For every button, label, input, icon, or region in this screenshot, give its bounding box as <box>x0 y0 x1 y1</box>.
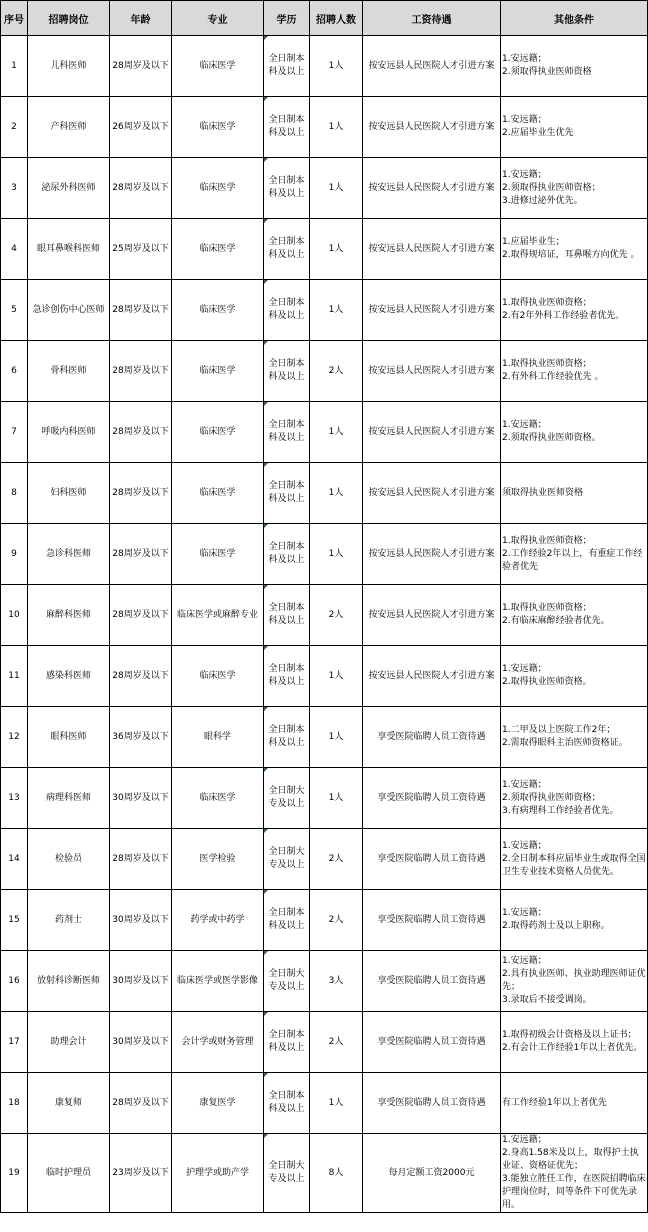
major: 临床医学 <box>172 158 264 219</box>
job-title: 康复师 <box>28 1073 110 1134</box>
conditions <box>501 1073 648 1134</box>
row-number: 5 <box>1 280 28 341</box>
table-row <box>1 463 648 524</box>
education <box>264 646 310 707</box>
headcount: 2人 <box>310 829 363 890</box>
row-number: 1 <box>1 36 28 97</box>
conditions <box>501 280 648 341</box>
header-post: 招聘岗位 <box>28 1 110 36</box>
headcount: 1人 <box>310 219 363 280</box>
education <box>264 97 310 158</box>
condition-line: 3.能独立胜任工作，在医院招聘临床护理岗位时，同等条件下可优先录用。 <box>502 1174 646 1210</box>
major: 临床医学 <box>172 219 264 280</box>
job-title: 药剂士 <box>28 890 110 951</box>
salary: 享受医院临聘人员工资待遇 <box>363 1073 501 1134</box>
table-row <box>1 1073 648 1134</box>
condition-line: 2.应届毕业生优先 <box>502 128 574 138</box>
table-row <box>1 402 648 463</box>
major: 会计学或财务管理 <box>172 1012 264 1073</box>
conditions <box>501 646 648 707</box>
major: 临床医学 <box>172 463 264 524</box>
row-number: 8 <box>1 463 28 524</box>
age-limit: 28周岁及以下 <box>110 585 172 646</box>
education-line: 全日制大 <box>268 969 305 979</box>
education-line: 全日制本 <box>268 237 305 247</box>
education-line: 全日制大 <box>268 1161 305 1171</box>
job-title: 感染科医师 <box>28 646 110 707</box>
condition-line: 2.工作经验2年以上，有重症工作经验者优先 <box>502 548 643 572</box>
education <box>264 768 310 829</box>
condition-line: 1.安远籍； <box>502 779 547 790</box>
education <box>264 341 310 402</box>
conditions <box>501 585 648 646</box>
condition-line: 2.有外科工作经验优先 。 <box>502 372 604 382</box>
table-row <box>1 524 648 585</box>
conditions <box>501 768 648 829</box>
condition-line: 1.安远籍； <box>502 115 547 125</box>
education-line: 科及以上 <box>268 1104 305 1114</box>
condition-line: 2.具有执业医师、执业助理医师证优先； <box>502 969 646 992</box>
major: 康复医学 <box>172 1073 264 1134</box>
headcount: 8人 <box>310 1134 363 1213</box>
age-limit: 36周岁及以下 <box>110 707 172 768</box>
table-row <box>1 890 648 951</box>
condition-line: 1.取得执业医师资格； <box>502 359 592 369</box>
salary: 享受医院临聘人员工资待遇 <box>363 890 501 951</box>
header-major: 专业 <box>172 1 264 36</box>
education-line: 全日制本 <box>268 481 305 491</box>
job-title: 眼耳鼻喉科医师 <box>28 219 110 280</box>
condition-line: 1.取得执业医师资格； <box>502 298 592 308</box>
row-number: 4 <box>1 219 28 280</box>
table-row <box>1 1012 648 1073</box>
salary: 享受医院临聘人员工资待遇 <box>363 829 501 890</box>
condition-line: 1.应届毕业生； <box>502 237 565 247</box>
salary: 享受医院临聘人员工资待遇 <box>363 707 501 768</box>
age-limit: 23周岁及以下 <box>110 1134 172 1213</box>
age-limit: 28周岁及以下 <box>110 280 172 341</box>
education-line: 全日制本 <box>268 542 305 552</box>
header-conditions: 其他条件 <box>501 1 648 36</box>
conditions <box>501 1012 648 1073</box>
condition-line: 1.安远籍； <box>502 840 547 851</box>
table-row <box>1 36 648 97</box>
row-number: 19 <box>1 1134 28 1213</box>
headcount: 2人 <box>310 1012 363 1073</box>
table-row <box>1 646 648 707</box>
education-line: 科及以上 <box>268 494 305 504</box>
education-line: 全日制本 <box>268 603 305 613</box>
education-line: 专及以上 <box>268 860 305 870</box>
job-title: 检验员 <box>28 829 110 890</box>
education-line: 全日制大 <box>268 786 305 796</box>
age-limit: 28周岁及以下 <box>110 36 172 97</box>
education-line: 科及以上 <box>268 433 305 443</box>
headcount: 1人 <box>310 280 363 341</box>
major: 医学检验 <box>172 829 264 890</box>
education-line: 全日制本 <box>268 908 305 918</box>
job-title: 麻醉科医师 <box>28 585 110 646</box>
conditions <box>501 158 648 219</box>
headcount: 1人 <box>310 524 363 585</box>
conditions <box>501 97 648 158</box>
table-row <box>1 768 648 829</box>
table-row <box>1 97 648 158</box>
education <box>264 463 310 524</box>
salary: 按安远县人民医院人才引进方案 <box>363 463 501 524</box>
job-title: 临时护理员 <box>28 1134 110 1213</box>
age-limit: 28周岁及以下 <box>110 646 172 707</box>
major: 临床医学 <box>172 97 264 158</box>
header-row <box>1 1 648 36</box>
headcount: 1人 <box>310 707 363 768</box>
job-title: 呼吸内科医师 <box>28 402 110 463</box>
conditions <box>501 707 648 768</box>
education <box>264 951 310 1012</box>
salary: 按安远县人民医院人才引进方案 <box>363 585 501 646</box>
education <box>264 1134 310 1213</box>
age-limit: 26周岁及以下 <box>110 97 172 158</box>
conditions <box>501 1134 648 1213</box>
education <box>264 890 310 951</box>
education-line: 科及以上 <box>268 372 305 382</box>
condition-line: 1.安远籍； <box>502 956 547 966</box>
major: 药学或中药学 <box>172 890 264 951</box>
education-line: 专及以上 <box>268 982 305 992</box>
headcount: 1人 <box>310 1073 363 1134</box>
major: 临床医学或麻醉专业 <box>172 585 264 646</box>
condition-line: 1.安远籍； <box>502 908 547 918</box>
job-title: 眼科医师 <box>28 707 110 768</box>
conditions <box>501 829 648 890</box>
age-limit: 28周岁及以下 <box>110 524 172 585</box>
row-number: 17 <box>1 1012 28 1073</box>
education-line: 全日制大 <box>268 847 305 857</box>
headcount: 1人 <box>310 646 363 707</box>
education-line: 科及以上 <box>268 67 305 77</box>
condition-line: 2.须取得执业医师资格； <box>502 182 601 193</box>
age-limit: 28周岁及以下 <box>110 829 172 890</box>
job-title: 妇科医师 <box>28 463 110 524</box>
salary: 按安远县人民医院人才引进方案 <box>363 341 501 402</box>
header-no: 序号 <box>1 1 28 36</box>
education <box>264 36 310 97</box>
condition-line: 1.安远籍； <box>502 1135 547 1145</box>
education-line: 科及以上 <box>268 738 305 748</box>
education-line: 全日制本 <box>268 725 305 735</box>
salary: 按安远县人民医院人才引进方案 <box>363 402 501 463</box>
education-line: 科及以上 <box>268 189 305 199</box>
education <box>264 402 310 463</box>
education <box>264 280 310 341</box>
headcount: 1人 <box>310 768 363 829</box>
headcount: 2人 <box>310 341 363 402</box>
table-row <box>1 829 648 890</box>
major: 临床医学 <box>172 524 264 585</box>
job-title: 急诊创伤中心医师 <box>28 280 110 341</box>
condition-line: 2.身高1.58米及以上，取得护士执业证、资格证优先； <box>502 1148 639 1171</box>
table-row <box>1 951 648 1012</box>
major: 临床医学 <box>172 341 264 402</box>
condition-line: 1.安远籍； <box>502 420 547 430</box>
condition-line: 1.安远籍； <box>502 664 547 674</box>
education <box>264 524 310 585</box>
headcount: 2人 <box>310 585 363 646</box>
condition-line: 1.取得执业医师资格； <box>502 603 592 613</box>
major: 临床医学 <box>172 36 264 97</box>
job-title: 急诊科医师 <box>28 524 110 585</box>
age-limit: 28周岁及以下 <box>110 158 172 219</box>
row-number: 12 <box>1 707 28 768</box>
education-line: 科及以上 <box>268 128 305 138</box>
condition-line: 2.有临床麻醉经验者优先。 <box>502 616 610 626</box>
condition-line: 2.须取得执业医师资格。 <box>502 433 601 443</box>
condition-line: 1.安远籍； <box>502 54 547 64</box>
education <box>264 829 310 890</box>
education <box>264 1012 310 1073</box>
condition-line: 3.进修过泌外优先。 <box>502 195 583 206</box>
age-limit: 30周岁及以下 <box>110 1012 172 1073</box>
salary: 每月定额工资2000元 <box>363 1134 501 1213</box>
salary: 按安远县人民医院人才引进方案 <box>363 219 501 280</box>
education-line: 专及以上 <box>268 799 305 809</box>
conditions <box>501 219 648 280</box>
headcount: 1人 <box>310 463 363 524</box>
condition-line: 2.须取得执业医师资格 <box>502 67 592 77</box>
salary: 按安远县人民医院人才引进方案 <box>363 280 501 341</box>
row-number: 10 <box>1 585 28 646</box>
salary: 享受医院临聘人员工资待遇 <box>363 768 501 829</box>
condition-line: 2.取得药剂士及以上职称。 <box>502 921 610 931</box>
condition-line: 2.全日制本科应届毕业生或取得全国卫生专业技术资格人员优先。 <box>502 853 646 877</box>
header-salary: 工资待遇 <box>363 1 501 36</box>
education <box>264 1073 310 1134</box>
education-line: 全日制本 <box>268 420 305 430</box>
education <box>264 585 310 646</box>
header-age: 年龄 <box>110 1 172 36</box>
header-count: 招聘人数 <box>310 1 363 36</box>
education <box>264 219 310 280</box>
conditions <box>501 341 648 402</box>
major: 临床医学 <box>172 402 264 463</box>
major: 临床医学 <box>172 768 264 829</box>
age-limit: 28周岁及以下 <box>110 402 172 463</box>
major: 眼科学 <box>172 707 264 768</box>
row-number: 15 <box>1 890 28 951</box>
row-number: 2 <box>1 97 28 158</box>
condition-line: 1.取得执业医师资格； <box>502 535 592 546</box>
education-line: 全日制本 <box>268 1091 305 1101</box>
job-title: 儿科医师 <box>28 36 110 97</box>
job-title: 病理科医师 <box>28 768 110 829</box>
conditions <box>501 463 648 524</box>
education-line: 全日制本 <box>268 664 305 674</box>
education-line: 专及以上 <box>268 1174 305 1184</box>
condition-line: 有工作经验1年以上者优先 <box>502 1097 607 1108</box>
age-limit: 28周岁及以下 <box>110 341 172 402</box>
job-title: 助理会计 <box>28 1012 110 1073</box>
salary: 按安远县人民医院人才引进方案 <box>363 97 501 158</box>
education-line: 全日制本 <box>268 1030 305 1040</box>
education-line: 科及以上 <box>268 921 305 931</box>
job-title: 泌尿外科医师 <box>28 158 110 219</box>
education-line: 科及以上 <box>268 677 305 687</box>
education <box>264 707 310 768</box>
headcount: 1人 <box>310 36 363 97</box>
condition-line: 2.须取得执业医师资格； <box>502 792 601 803</box>
education-line: 科及以上 <box>268 616 305 626</box>
major: 护理学或助产学 <box>172 1134 264 1213</box>
table-row <box>1 280 648 341</box>
age-limit: 30周岁及以下 <box>110 951 172 1012</box>
major: 临床医学或医学影像 <box>172 951 264 1012</box>
major: 临床医学 <box>172 280 264 341</box>
education-line: 科及以上 <box>268 311 305 321</box>
job-title: 产科医师 <box>28 97 110 158</box>
education <box>264 158 310 219</box>
age-limit: 25周岁及以下 <box>110 219 172 280</box>
education-line: 全日制本 <box>268 115 305 125</box>
condition-line: 3.录取后不接受调岗。 <box>502 995 592 1005</box>
age-limit: 28周岁及以下 <box>110 463 172 524</box>
age-limit: 30周岁及以下 <box>110 768 172 829</box>
headcount: 1人 <box>310 97 363 158</box>
salary: 享受医院临聘人员工资待遇 <box>363 1012 501 1073</box>
table-row <box>1 707 648 768</box>
education-line: 科及以上 <box>268 250 305 260</box>
salary: 按安远县人民医院人才引进方案 <box>363 646 501 707</box>
headcount: 2人 <box>310 890 363 951</box>
education-line: 全日制本 <box>268 54 305 64</box>
table-row <box>1 341 648 402</box>
conditions <box>501 524 648 585</box>
header-education: 学历 <box>264 1 310 36</box>
major: 临床医学 <box>172 646 264 707</box>
conditions <box>501 951 648 1012</box>
table-row <box>1 1134 648 1213</box>
salary: 按安远县人民医院人才引进方案 <box>363 36 501 97</box>
row-number: 11 <box>1 646 28 707</box>
headcount: 1人 <box>310 402 363 463</box>
salary: 按安远县人民医院人才引进方案 <box>363 158 501 219</box>
condition-line: 须取得执业医师资格 <box>502 487 584 498</box>
salary: 享受医院临聘人员工资待遇 <box>363 951 501 1012</box>
headcount: 1人 <box>310 158 363 219</box>
salary: 按安远县人民医院人才引进方案 <box>363 524 501 585</box>
condition-line: 2.有2年外科工作经验者优先。 <box>502 311 625 321</box>
table-row <box>1 585 648 646</box>
education-line: 全日制本 <box>268 176 305 186</box>
education-line: 科及以上 <box>268 555 305 565</box>
age-limit: 30周岁及以下 <box>110 890 172 951</box>
row-number: 14 <box>1 829 28 890</box>
condition-line: 2.有会计工作经验1年以上者优先。 <box>502 1043 643 1053</box>
row-number: 7 <box>1 402 28 463</box>
condition-line: 1.二甲及以上医院工作2年； <box>502 725 616 735</box>
headcount: 3人 <box>310 951 363 1012</box>
row-number: 6 <box>1 341 28 402</box>
row-number: 13 <box>1 768 28 829</box>
table-row <box>1 219 648 280</box>
condition-line: 1.安远籍； <box>502 169 547 180</box>
row-number: 9 <box>1 524 28 585</box>
condition-line: 3.有病理科工作经验者优先。 <box>502 805 619 816</box>
condition-line: 1.取得初级会计资格及以上证书； <box>502 1030 637 1040</box>
table-row <box>1 158 648 219</box>
condition-line: 2.需取得眼科主治医师资格证。 <box>502 738 628 748</box>
row-number: 3 <box>1 158 28 219</box>
job-title: 骨科医师 <box>28 341 110 402</box>
condition-line: 2.取得规培证，耳鼻喉方向优先 。 <box>502 250 640 260</box>
education-line: 全日制本 <box>268 298 305 308</box>
table-body <box>1 36 648 1213</box>
row-number: 16 <box>1 951 28 1012</box>
education-line: 科及以上 <box>268 1043 305 1053</box>
age-limit: 28周岁及以下 <box>110 1073 172 1134</box>
row-number: 18 <box>1 1073 28 1134</box>
conditions <box>501 402 648 463</box>
conditions <box>501 36 648 97</box>
condition-line: 2.取得执业医师资格。 <box>502 677 592 687</box>
education-line: 全日制本 <box>268 359 305 369</box>
job-title: 放射科诊断医师 <box>28 951 110 1012</box>
conditions <box>501 890 648 951</box>
